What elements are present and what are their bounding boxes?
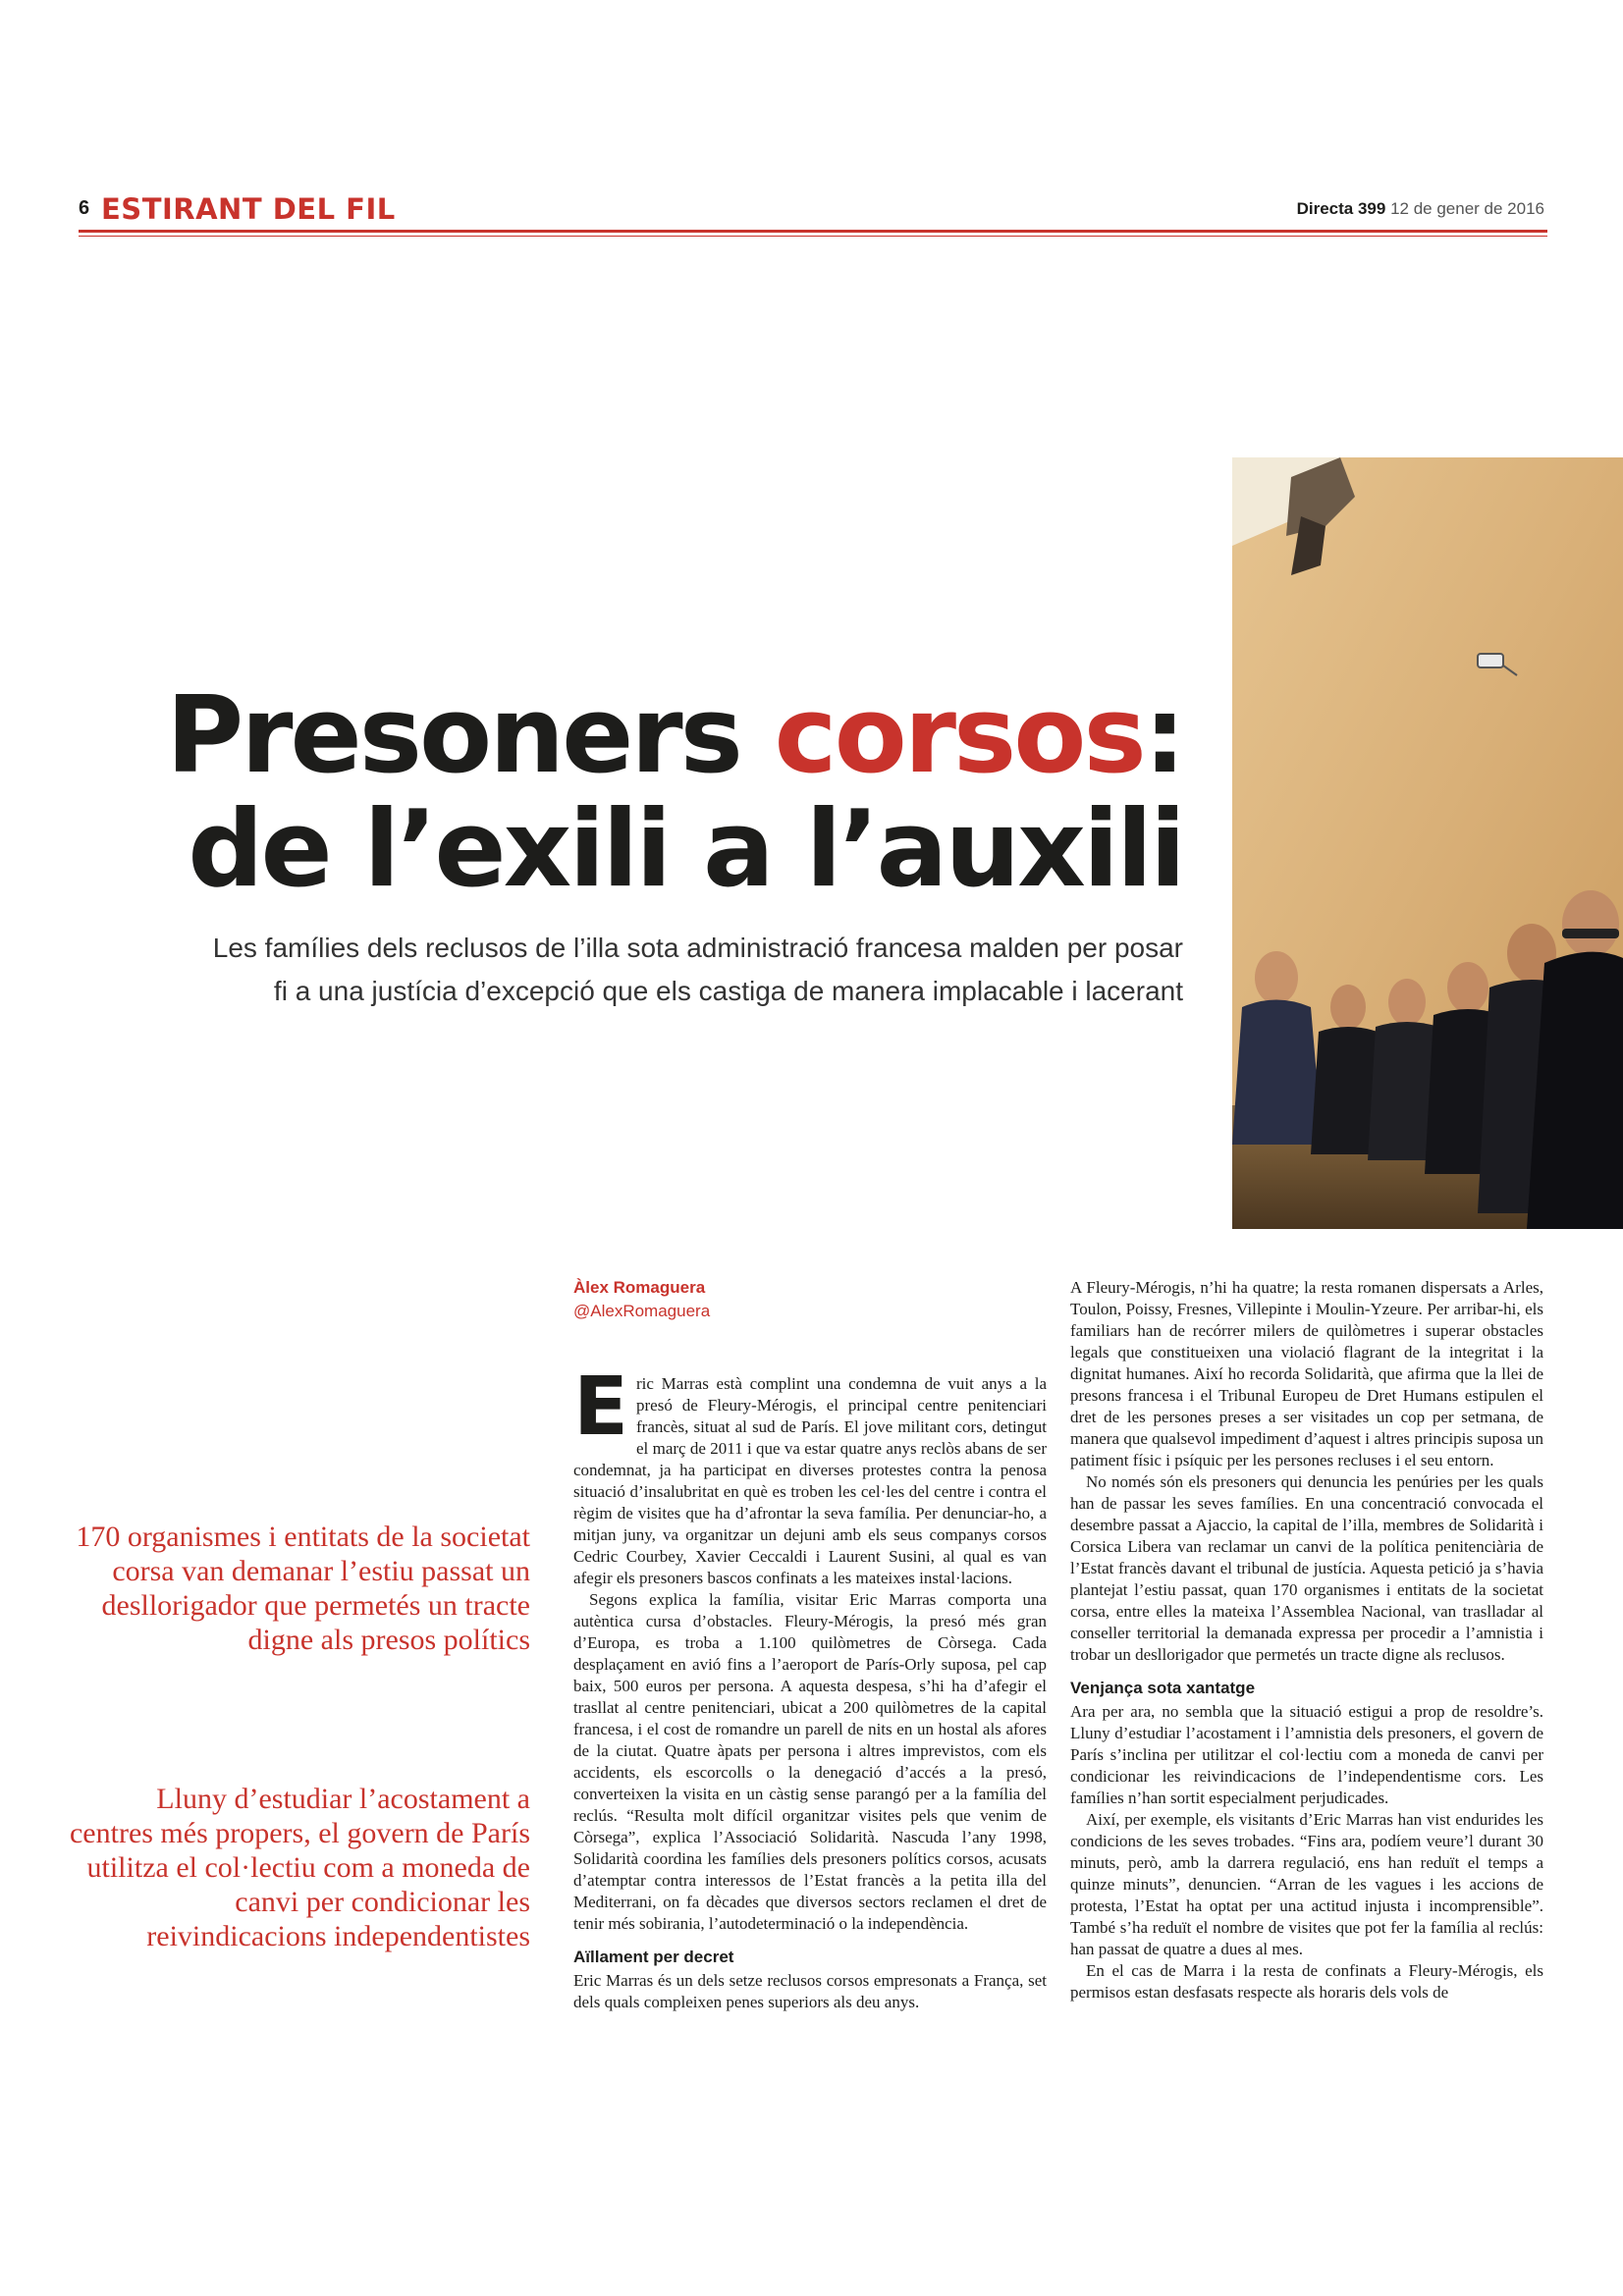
dropcap: E bbox=[573, 1361, 629, 1454]
body-column-1 bbox=[573, 1361, 1047, 2013]
body-paragraph: Així, per exemple, els visitants d’Eric Marras han vist endurides les condicions de les seves trobades. “Fins ara, podíem veure’l durant 30 minuts, però, amb la darrera regulació, ens han reduït el temps a quinze minuts”, denuncien. “Arran de les vagues i les accions de protesta, l’Estat ha optat per una actitud injusta i incomprensible”. També s’ha reduït el nombre de visites que pot fer la família al reclús: han passat de quatre a dues al mes. bbox=[1070, 1810, 1543, 1958]
author-name: Àlex Romaguera bbox=[573, 1278, 706, 1297]
body-paragraph: Eric Marras és un dels setze reclusos corsos empresonats a França, set dels quals compleixen penes superiors als deu anys. bbox=[573, 1971, 1047, 2011]
article-title bbox=[103, 674, 1183, 911]
body-column-2 bbox=[1070, 1277, 1543, 2003]
paragraph-text: ric Marras està complint una condemna de vuit anys a la presó de Fleury-Mérogis, el principal centre penitenciari francès, situat al sud de París. El jove militant cors, detingut el març de 2011 i que va estar quatre anys reclòs abans de ser condemnat, ja ha participat en diverses protestes contra la penosa situació d’insalubritat en què es troben les cel·les del centre i contra el règim de visites que ha d’afrontar la seva família. Per denunciar-ho, a mitjan juny, va organitzar un dejuni amb els seus companys corsos Cedric Courbey, Xavier Ceccaldi i Laurent Susini, al qual es van afegir els presoners bascos confinats a les mateixes instal·lacions. bbox=[573, 1374, 1047, 1587]
body-paragraph: Ara per ara, no sembla que la situació estigui a prop de resoldre’s. Lluny d’estudiar l’acostament i l’amnistia dels presoners, el govern de París s’inclina per utilitzar el col·lectiu com a moneda de canvi per condicionar les reivindicacions de l’independentisme cors. Les famílies n’han sortit especialment perjudicades. bbox=[1070, 1702, 1543, 1807]
title-colon: : bbox=[1143, 674, 1183, 797]
issue-date: 12 de gener de 2016 bbox=[1390, 199, 1544, 218]
body-paragraph: No només són els presoners qui denuncia les penúries per les quals han de passar les seves famílies. En una concentració convocada el desembre passat a Ajaccio, la capital de l’illa, membres de Solidarità i Corsica Libera van reclamar un canvi de la política penitenciària de l’Estat francès davant el tribunal de justícia. Aquesta petició ja s’havia plantejat l’estiu passat, quan 170 organismes i entitats de la societat corsa, entre elles la mateixa l’Assemblea Nacional, van traslladar al conseller territorial la demanada expressa per procedir a l’amnistia i trobar un desllorigador que permetés un tracte digne als reclusos. bbox=[1070, 1472, 1543, 1664]
title-text: Presoners bbox=[166, 674, 775, 797]
body-paragraph: A Fleury-Mérogis, n’hi ha quatre; la resta romanen dispersats a Arles, Toulon, Poissy, Fresnes, Villepinte i Moulin-Yzeure. Per arribar-hi, els familiars han de recórrer milers de quilòmetres i superar obstacles legals que constitueixen una violació flagrant de la integritat i la dignitat humanes. Així ho recorda Solidarità, que afirma que la llei de presons francesa i el Tribunal Europeu de Dret Humans estipulen el dret de les persones preses a ser visitades un cop per setmana, de manera que qualsevol impediment d’aquest i altres principis suposa un patiment físic i psíquic per les persones recluses i el seu entorn. bbox=[1070, 1278, 1543, 1469]
issue-info bbox=[1297, 199, 1544, 219]
header-rule bbox=[79, 230, 1547, 233]
body-paragraph: Segons explica la família, visitar Eric Marras comporta una autèntica cursa d’obstacles. Fleury-Mérogis, la presó més gran d’Europa, es troba a 1.100 quilòmetres de Còrsega. Cada desplaçament en avió fins a l’aeroport de París-Orly suposa, pel cap baix, 500 euros per persona. A aquesta despesa, s’hi ha d’afegir el trasllat al centre penitenciari, ubicat a 200 quilòmetres de la capital francesa, i el cost de romandre un parell de nits en un hostal als afores de la ciutat. Quatre àpats per persona i altres imprevistos, com els accidents, els escorcolls o la denegació d’accés a la presó, converteixen la visita en un càstig sense parangó per a la família del reclús. “Resulta molt difícil organitzar visites pels que venim de Còrsega”, explica l’Associació Solidarità. Nascuda l’any 1998, Solidarità coordina les famílies dels presoners polítics corsos, acusats d’atemptar contra interessos de l’Estat francès a la petita illa del Mediterrani, on fa dècades que diversos sectors reclamen el dret de tenir més sobirania, l’autodeterminació o la independència. bbox=[573, 1590, 1047, 1933]
title-line-2: de l’exili a l’auxili bbox=[188, 788, 1183, 911]
title-accent: corsos bbox=[774, 674, 1144, 797]
section-heading: Venjança sota xantatge bbox=[1070, 1679, 1256, 1697]
section-title: ESTIRANT DEL FIL bbox=[101, 192, 396, 226]
pull-quote: Lluny d’estudiar l’acostament a centres més propers, el govern de París utilitza el col·lectiu com a moneda de canvi per condicionar les reivindicacions independentistes bbox=[69, 1783, 530, 1952]
article-photo bbox=[1232, 457, 1623, 1229]
section-heading: Aïllament per decret bbox=[573, 1948, 734, 1966]
body-paragraph: En el cas de Marra i la resta de confinats a Fleury-Mérogis, els permisos estan desfasats respecte als horaris dels vols de bbox=[1070, 1961, 1543, 2002]
header-rule-thin bbox=[79, 236, 1547, 237]
pull-quote: 170 organismes i entitats de la societat corsa van demanar l’estiu passat un desllorigador que permetés un tracte digne als presos polítics bbox=[76, 1521, 530, 1656]
author-handle[interactable]: @AlexRomaguera bbox=[573, 1302, 711, 1320]
body-paragraph bbox=[573, 1361, 1047, 1589]
page-number: 6 bbox=[79, 197, 90, 219]
article-subtitle: Les famílies dels reclusos de l’illa sota administració francesa malden per posar fi a una justícia d’excepció que els castiga de manera implacable i lacerant bbox=[212, 933, 1183, 1006]
publication-name: Directa 399 bbox=[1296, 199, 1386, 218]
